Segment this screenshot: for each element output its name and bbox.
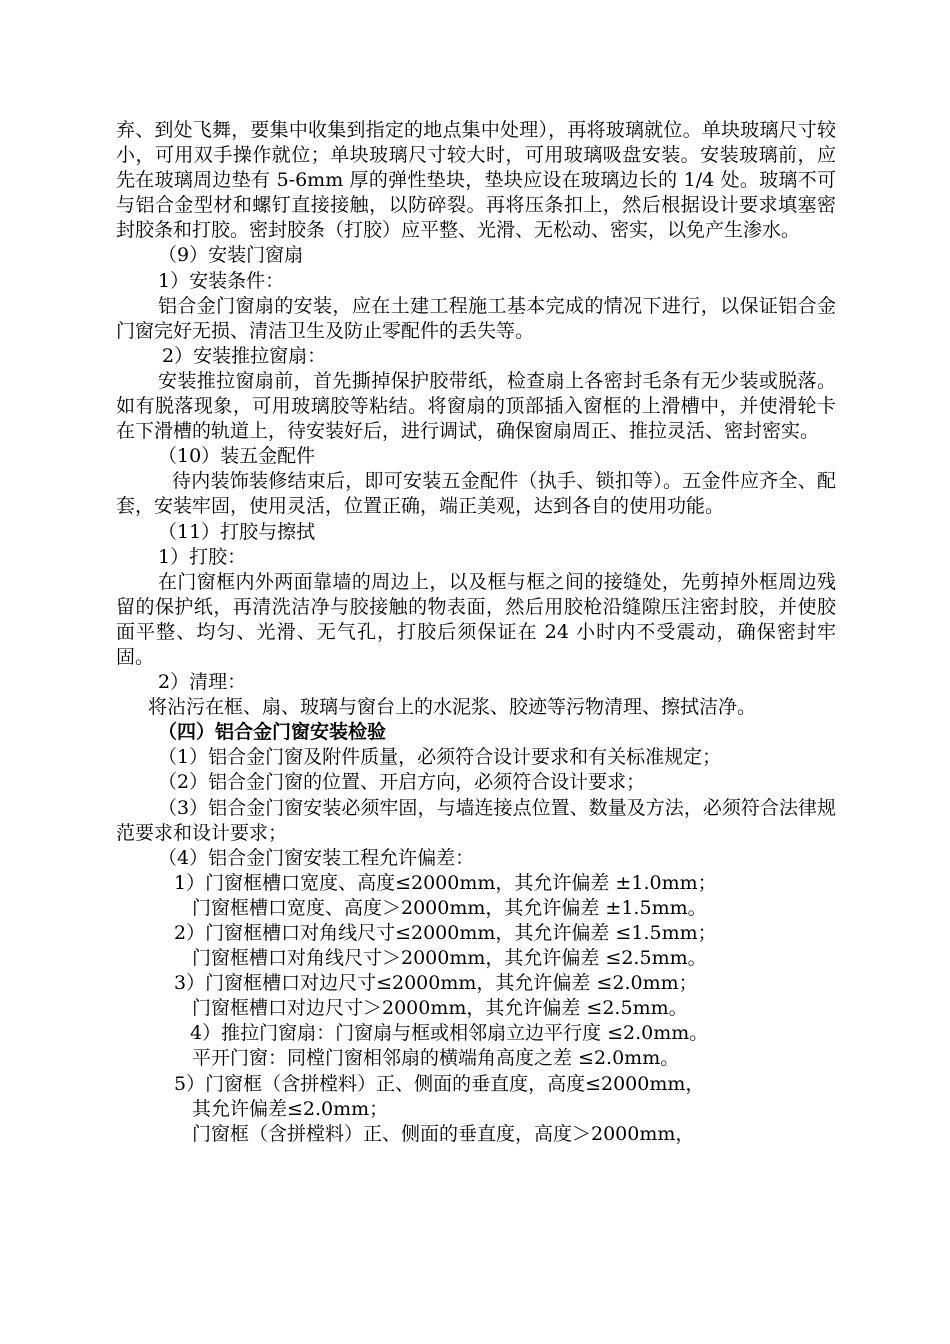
inspection-item-4: （4）铝合金门窗安装工程允许偏差： [158, 846, 475, 869]
paragraph-cleaning: 将沾污在框、扇、玻璃与窗台上的水泥浆、胶迹等污物清理、擦拭洁净。 [148, 696, 757, 719]
tolerance-3a: 3）门窗框槽口对边尺寸≤2000mm，其允许偏差 ≤2.0mm； [174, 972, 698, 995]
subheading-sliding-sash: 2）安装推拉窗扇： [162, 344, 327, 367]
inspection-item-1: （1）铝合金门窗及附件质量，必须符合设计要求和有关标准规定； [158, 746, 722, 769]
section-heading-inspection: （四）铝合金门窗安装检验 [158, 721, 387, 744]
tolerance-5a: 5）门窗框（含拼樘料）正、侧面的垂直度，高度≤2000mm， [174, 1072, 705, 1095]
paragraph-sealing: 在门窗框内外两面靠墙的周边上，以及框与框之间的接缝处，先剪掉外框周边残留的保护纸，再清洗洁净与胶接触的物表面，然后用胶枪沿缝隙压注密封胶，并使胶面平整、均匀、光滑、无气孔，打胶后须保证在 24 小时内不受震动，确保密封牢固。 [116, 570, 836, 668]
tolerance-5c: 门窗框（含拼樘料）正、侧面的垂直度，高度＞2000mm， [192, 1122, 695, 1145]
paragraph-install-conditions: 铝合金门窗扇的安装，应在土建工程施工基本完成的情况下进行，以保证铝合金门窗完好无损、清洁卫生及防止零配件的丢失等。 [116, 294, 836, 342]
heading-sealing-cleaning: （11）打胶与擦拭 [158, 520, 316, 543]
tolerance-4a: 4）推拉门窗扇：门窗扇与框或相邻扇立边平行度 ≤2.0mm。 [190, 1022, 709, 1045]
tolerance-1b: 门窗框槽口宽度、高度＞2000mm，其允许偏差 ±1.5mm。 [192, 896, 707, 919]
heading-hardware: （10）装五金配件 [158, 445, 316, 468]
subheading-sealing: 1）打胶： [158, 545, 247, 568]
subheading-cleaning: 2）清理： [158, 671, 247, 694]
inspection-item-3: （3）铝合金门窗安装必须牢固，与墙连接点位置、数量及方法，必须符合法律规范要求和设计要求； [116, 796, 836, 844]
paragraph-hardware: 待内装饰装修结束后，即可安装五金配件（执手、锁扣等）。五金件应齐全、配套，安装牢固，使用灵活，位置正确，端正美观，达到各自的使用功能。 [116, 470, 836, 518]
paragraph-sliding-sash: 安装推拉窗扇前，首先撕掉保护胶带纸，检查扇上各密封毛条有无少装或脱落。如有脱落现象，可用玻璃胶等粘结。将窗扇的顶部插入窗框的上滑槽中，并使滑轮卡在下滑槽的轨道上，待安装好后，进行调试，确保窗扇周正、推拉灵活、密封密实。 [116, 369, 836, 443]
inspection-item-2: （2）铝合金门窗的位置、开启方向，必须符合设计要求； [158, 771, 646, 794]
tolerance-2a: 2）门窗框槽口对角线尺寸≤2000mm，其允许偏差 ≤1.5mm； [174, 922, 717, 944]
tolerance-5b: 其允许偏差≤2.0mm； [192, 1097, 389, 1120]
tolerance-1a: 1）门窗框槽口宽度、高度≤2000mm，其允许偏差 ±1.0mm； [174, 871, 717, 894]
tolerance-3b: 门窗框槽口对边尺寸＞2000mm，其允许偏差 ≤2.5mm。 [192, 997, 688, 1020]
tolerance-2b: 门窗框槽口对角线尺寸＞2000mm，其允许偏差 ≤2.5mm。 [192, 947, 707, 970]
subheading-install-conditions: 1）安装条件： [158, 269, 285, 292]
document-body [116, 118, 836, 1147]
paragraph-glass-install: 弃、到处飞舞，要集中收集到指定的地点集中处理），再将玻璃就位。单块玻璃尺寸较小，可用双手操作就位；单块玻璃尺寸较大时，可用玻璃吸盘安装。安装玻璃前，应先在玻璃周边垫有 5-6mm 厚的弹性垫块，垫块应设在玻璃边长的 1/4 处。玻璃不可与铝合金型材和螺钉直接接触，以防碎裂。再将压条扣上，然后根据设计要求填塞密封胶条和打胶。密封胶条（打胶）应平整、光滑、无松动、密实，以免产生渗水。 [116, 119, 836, 242]
heading-install-sash: （9）安装门窗扇 [158, 244, 304, 267]
tolerance-4b: 平开门窗：同樘门窗相邻扇的横端角高度之差 ≤2.0mm。 [192, 1047, 680, 1070]
